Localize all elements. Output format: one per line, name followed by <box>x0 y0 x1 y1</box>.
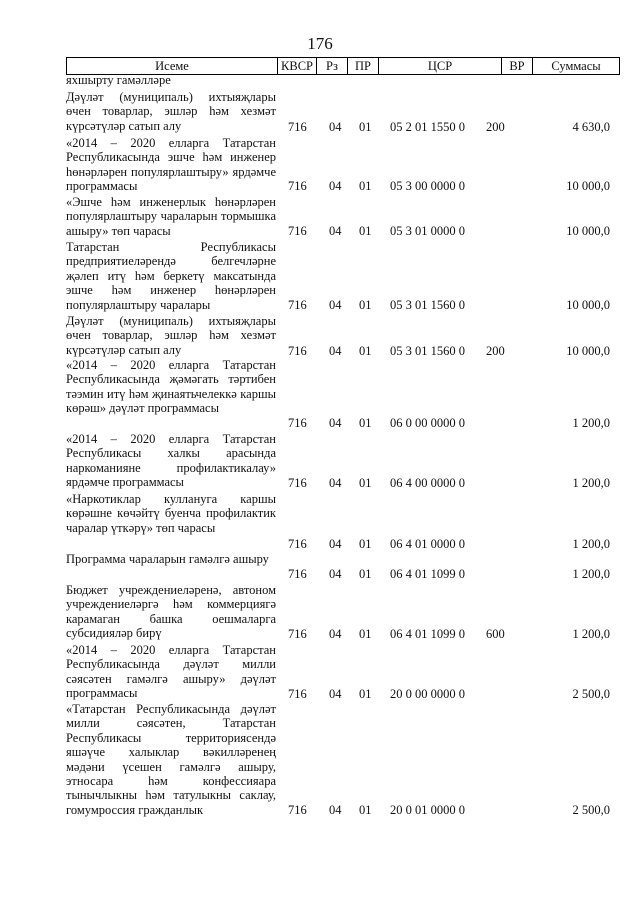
row-kvsr: 716 <box>288 298 307 312</box>
row-sum: 1 200,0 <box>572 567 610 581</box>
row-rz: 04 <box>329 627 342 641</box>
row-csr: 05 3 00 0000 0 <box>390 179 465 193</box>
row-csr: 06 4 01 1099 0 <box>390 627 465 641</box>
row-name: Дәүләт (муниципаль) ихтыяҗлары өчен товарлар, эшләр һәм хезмәт күрсәтүләр сатып алу <box>66 314 276 357</box>
row-kvsr: 716 <box>288 537 307 551</box>
row-csr: 06 4 01 1099 0 <box>390 567 465 581</box>
row-rz: 04 <box>329 687 342 701</box>
row-kvsr: 716 <box>288 627 307 641</box>
row-kvsr: 716 <box>288 224 307 238</box>
column-header-vr: ВР <box>502 58 533 74</box>
row-kvsr: 716 <box>288 476 307 490</box>
row-csr: 06 0 00 0000 0 <box>390 416 465 430</box>
row-name: яхшырту гамәлләре <box>66 73 171 87</box>
row-name: «Наркотиклар куллануга каршы көрәшне көчәйтү буенча профилактик чаралар үткәрү» төп чарасы <box>66 492 276 535</box>
row-rz: 04 <box>329 476 342 490</box>
row-sum: 1 200,0 <box>572 537 610 551</box>
row-name: «2014 – 2020 елларга Татарстан Республикасында эшче һәм инженер һөнәрләрен популярлаштыру» ярдәмче программасы <box>66 136 276 194</box>
row-pr: 01 <box>359 120 372 134</box>
row-pr: 01 <box>359 476 372 490</box>
row-rz: 04 <box>329 179 342 193</box>
column-header-sum: Суммасы <box>551 59 601 73</box>
row-sum: 1 200,0 <box>572 627 610 641</box>
row-rz: 04 <box>329 537 342 551</box>
row-kvsr: 716 <box>288 344 307 358</box>
column-header-kvsr: КВСР <box>278 58 317 74</box>
row-name: Дәүләт (муниципаль) ихтыяҗлары өчен товарлар, эшләр һәм хезмәт күрсәтүләр сатып алу <box>66 90 276 133</box>
row-sum: 2 500,0 <box>572 803 610 817</box>
row-name: «2014 – 2020 елларга Татарстан Республикасында дәүләт милли сәясәтен гамәлгә ашыру» дәүләт программасы <box>66 643 276 701</box>
row-rz: 04 <box>329 803 342 817</box>
row-csr: 06 4 00 0000 0 <box>390 476 465 490</box>
column-header-pr: ПР <box>348 58 379 74</box>
row-kvsr: 716 <box>288 567 307 581</box>
row-pr: 01 <box>359 224 372 238</box>
row-kvsr: 716 <box>288 687 307 701</box>
row-pr: 01 <box>359 627 372 641</box>
row-rz: 04 <box>329 224 342 238</box>
row-rz: 04 <box>329 416 342 430</box>
page-number: 176 <box>307 34 333 53</box>
row-pr: 01 <box>359 298 372 312</box>
row-sum: 1 200,0 <box>572 476 610 490</box>
row-kvsr: 716 <box>288 120 307 134</box>
row-pr: 01 <box>359 803 372 817</box>
row-sum: 10 000,0 <box>566 344 610 358</box>
row-vr: 200 <box>486 344 505 358</box>
row-name: «2014 – 2020 елларга Татарстан Республикасында җәмәгать тәртибен тәэмин итү һәм җинаятьчелеккә каршы көрәш» дәүләт программасы <box>66 358 276 416</box>
row-vr: 200 <box>486 120 505 134</box>
column-header-rz: Рз <box>317 58 348 74</box>
row-sum: 10 000,0 <box>566 224 610 238</box>
row-sum: 1 200,0 <box>572 416 610 430</box>
row-csr: 05 3 01 0000 0 <box>390 224 465 238</box>
row-csr: 05 2 01 1550 0 <box>390 120 465 134</box>
row-csr: 20 0 01 0000 0 <box>390 803 465 817</box>
row-sum: 10 000,0 <box>566 179 610 193</box>
row-name: Программа чараларын гамәлгә ашыру <box>66 552 269 566</box>
row-pr: 01 <box>359 537 372 551</box>
row-pr: 01 <box>359 687 372 701</box>
row-csr: 05 3 01 1560 0 <box>390 298 465 312</box>
row-rz: 04 <box>329 344 342 358</box>
row-name: «Эшче һәм инженерлык һөнәрләрен популярлаштыру чараларын тормышка ашыру» төп чарасы <box>66 195 276 238</box>
row-pr: 01 <box>359 179 372 193</box>
column-header-csr: ЦСР <box>379 58 502 74</box>
row-kvsr: 716 <box>288 803 307 817</box>
row-csr: 20 0 00 0000 0 <box>390 687 465 701</box>
row-name: «Татарстан Республикасында дәүләт милли сәясәтен, Татарстан Республикасы территориясендә яшәүче халыклар вәкилләренең мәдәни үсешен гамәлгә ашыру, этносара һәм конфессияара тынычлыкны һәм татулыкны саклау, гомумроссия гражданлык <box>66 702 276 817</box>
row-rz: 04 <box>329 120 342 134</box>
row-vr: 600 <box>486 627 505 641</box>
row-pr: 01 <box>359 567 372 581</box>
row-csr: 05 3 01 1560 0 <box>390 344 465 358</box>
row-sum: 2 500,0 <box>572 687 610 701</box>
column-header-name: Исеме <box>67 58 278 74</box>
row-name: Бюджет учреждениеләренә, автоном учреждениеләргә һәм коммерциягә карамаган башка оешмаларга субсидияләр бирү <box>66 583 276 641</box>
row-rz: 04 <box>329 298 342 312</box>
row-rz: 04 <box>329 567 342 581</box>
row-kvsr: 716 <box>288 179 307 193</box>
row-name: Татарстан Республикасы предприятиеләрендә белгечләрне җәлеп итү һәм беркетү максатында эшче һәм инженер һөнәрләрен популярлаштыру чаралары <box>66 240 276 312</box>
row-name: «2014 – 2020 елларга Татарстан Республикасы халкы арасында наркоманияне профилактикалау» ярдәмче программасы <box>66 432 276 490</box>
row-kvsr: 716 <box>288 416 307 430</box>
row-sum: 10 000,0 <box>566 298 610 312</box>
row-csr: 06 4 01 0000 0 <box>390 537 465 551</box>
row-pr: 01 <box>359 344 372 358</box>
row-pr: 01 <box>359 416 372 430</box>
row-sum: 4 630,0 <box>572 120 610 134</box>
